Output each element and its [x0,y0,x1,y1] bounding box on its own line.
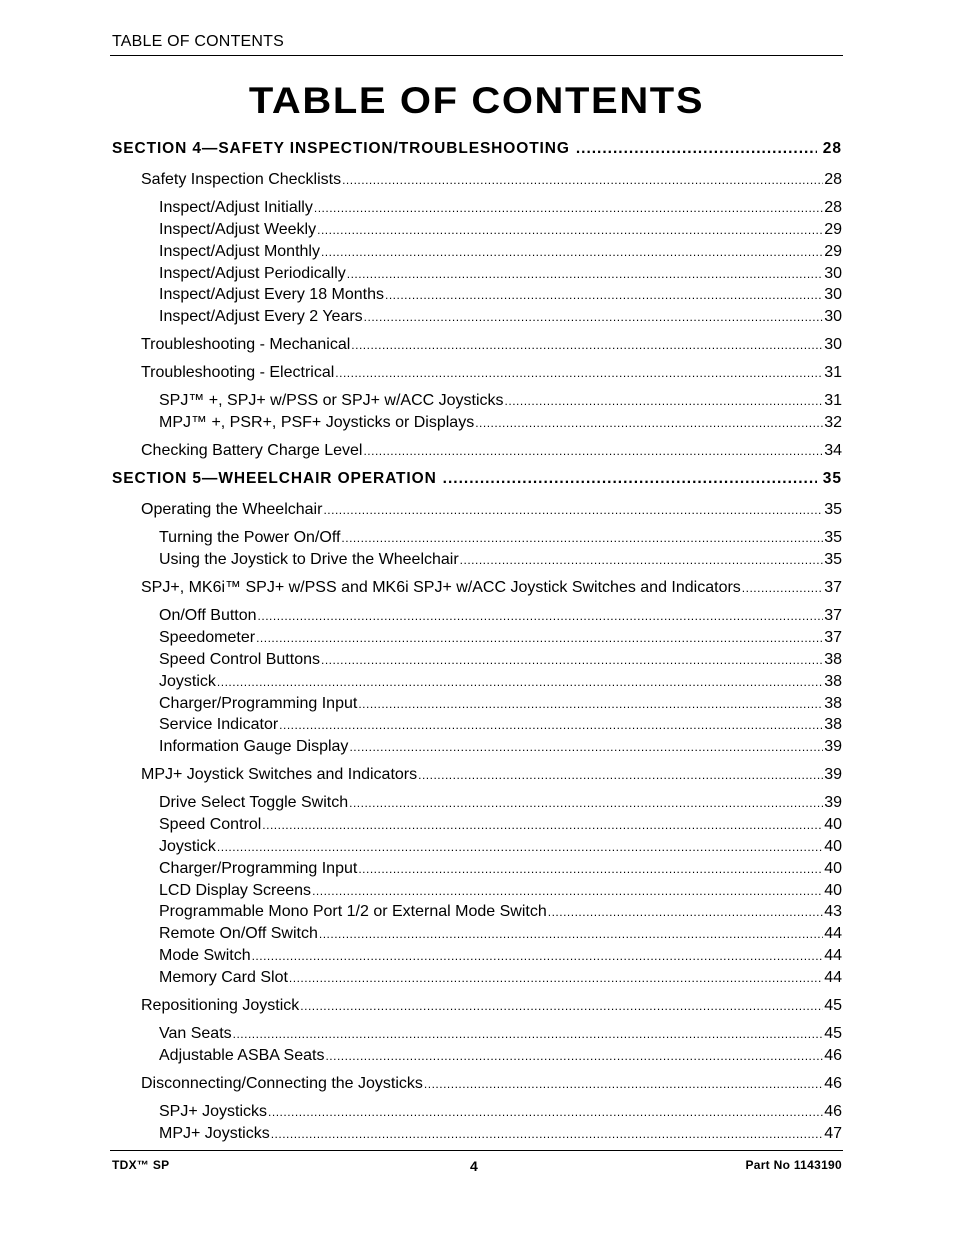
toc-dot-leader [325,1046,823,1066]
toc-entry[interactable] [159,924,842,944]
toc-entry-label: Drive Select Toggle Switch [159,794,349,811]
toc-entry-page: 45 [824,997,842,1014]
toc-entry-page: 40 [824,882,842,899]
toc-dot-leader [271,1124,824,1144]
toc-entry[interactable] [141,441,842,461]
toc-dot-leader [418,765,823,785]
toc-entry[interactable] [159,859,842,879]
toc-entry-page: 32 [824,414,842,431]
toc-entry[interactable] [159,793,842,813]
toc-entry-label: SPJ+ Joysticks [159,1103,268,1120]
toc-entry-page: 35 [822,470,842,487]
footer-product: TDX™ SP [112,1158,170,1172]
toc-section-heading[interactable] [112,139,842,159]
toc-entry-page: 29 [824,221,842,238]
toc-entry-page: 40 [824,860,842,877]
toc-entry-label: Safety Inspection Checklists [141,171,342,188]
toc-entry-label: Inspect/Adjust Every 18 Months [159,286,384,303]
toc-entry-page: 37 [824,607,842,624]
toc-dot-leader [323,500,823,520]
toc-entry[interactable] [159,606,842,626]
toc-entry-label: Inspect/Adjust Periodically [159,265,346,282]
toc-entry-label: Speed Control [159,816,262,833]
toc-entry-label: Checking Battery Charge Level [141,442,363,459]
toc-entry-label: Speedometer [159,629,256,646]
toc-entry[interactable] [141,765,842,785]
toc-entry-page: 37 [824,629,842,646]
toc-entry-page: 31 [824,392,842,409]
toc-entry[interactable] [159,902,842,922]
toc-dot-leader [321,650,823,670]
toc-entry-page: 28 [824,171,842,188]
toc-dot-leader [321,242,823,262]
toc-entry-label: Information Gauge Display [159,738,349,755]
toc-entry-page: 35 [824,551,842,568]
toc-entry-label: Inspect/Adjust Every 2 Years [159,308,363,325]
toc-section-heading[interactable] [112,469,842,489]
toc-entry[interactable] [159,220,842,240]
toc-entry-label: On/Off Button [159,607,257,624]
toc-entry[interactable] [159,1024,842,1044]
toc-dot-leader [342,170,823,190]
toc-entry-label: MPJ™ +, PSR+, PSF+ Joysticks or Displays [159,414,475,431]
toc-entry-label: Joystick [159,673,216,690]
toc-entry[interactable] [159,737,842,757]
toc-entry-label: MPJ+ Joysticks [159,1125,270,1142]
toc-dot-leader [505,391,824,411]
toc-dot-leader [268,1102,823,1122]
toc-entry-page: 35 [824,501,842,518]
toc-dot-leader [317,220,823,240]
toc-entry-label: LCD Display Screens [159,882,312,899]
toc-entry-label: Programmable Mono Port 1/2 or External Mode Switch [159,903,547,920]
toc-entry-page: 35 [824,529,842,546]
toc-entry[interactable] [159,413,842,433]
toc-entry[interactable] [159,628,842,648]
toc-entry[interactable] [159,837,842,857]
toc-entry[interactable] [141,578,842,598]
toc-entry-page: 29 [824,243,842,260]
toc-entry-page: 40 [824,838,842,855]
toc-entry-page: 31 [824,364,842,381]
toc-entry-page: 37 [824,579,842,596]
toc-entry[interactable] [141,1074,842,1094]
toc-dot-leader [262,815,823,835]
toc-entry[interactable] [159,307,842,327]
toc-entry-label: Inspect/Adjust Monthly [159,243,320,260]
toc-entry-label: Van Seats [159,1025,232,1042]
toc-dot-leader [576,139,817,159]
toc-entry-label: SPJ™ +, SPJ+ w/PSS or SPJ+ w/ACC Joysticks [159,392,504,409]
toc-entry-page: 38 [824,716,842,733]
toc-entry-page: 39 [824,794,842,811]
toc-entry[interactable] [159,528,842,548]
toc-entry[interactable] [141,996,842,1016]
toc-entry-label: SPJ+, MK6i™ SPJ+ w/PSS and MK6i SPJ+ w/ACC Joystick Switches and Indicators [141,579,741,596]
toc-entry-label: Turning the Power On/Off [159,529,341,546]
toc-dot-leader [358,694,823,714]
toc-dot-leader [351,335,823,355]
toc-entry-label: Service Indicator [159,716,279,733]
toc-dot-leader [349,737,823,757]
toc-dot-leader [347,264,823,284]
toc-dot-leader [217,837,823,857]
toc-entry[interactable] [159,391,842,411]
toc-entry-label: Troubleshooting - Mechanical [141,336,351,353]
toc-entry-label: Inspect/Adjust Weekly [159,221,317,238]
toc-dot-leader [312,881,823,901]
toc-dot-leader [364,307,824,327]
toc-entry-label: SECTION 4—SAFETY INSPECTION/TROUBLESHOOTING [112,140,570,157]
toc-entry-page: 46 [824,1103,842,1120]
toc-entry-page: 43 [824,903,842,920]
toc-entry-page: 44 [824,969,842,986]
header-rule [110,55,843,56]
toc-entry[interactable] [159,694,842,714]
toc-entry-label: Memory Card Slot [159,969,288,986]
toc-entry[interactable] [159,198,842,218]
toc-dot-leader [279,715,823,735]
toc-dot-leader [443,469,817,489]
toc-dot-leader [256,628,823,648]
toc-entry[interactable] [159,242,842,262]
toc-entry-label: Disconnecting/Connecting the Joysticks [141,1075,423,1092]
toc-entry-page: 39 [824,766,842,783]
toc-entry-label: Operating the Wheelchair [141,501,323,518]
toc-entry-page: 30 [824,336,842,353]
toc-entry-label: Adjustable ASBA Seats [159,1047,325,1064]
toc-entry[interactable] [159,715,842,735]
toc-entry[interactable] [159,881,842,901]
toc-dot-leader [460,550,824,570]
toc-entry-label: Inspect/Adjust Initially [159,199,313,216]
toc-dot-leader [349,793,823,813]
toc-entry-page: 39 [824,738,842,755]
toc-dot-leader [217,672,823,692]
toc-entry-label: Charger/Programming Input [159,695,358,712]
toc-entry-page: 34 [824,442,842,459]
toc-entry-page: 40 [824,816,842,833]
toc-entry-page: 46 [824,1075,842,1092]
toc-dot-leader [475,413,823,433]
toc-dot-leader [300,996,823,1016]
footer-rule [110,1150,843,1151]
toc-entry-page: 45 [824,1025,842,1042]
toc-dot-leader [335,363,823,383]
toc-dot-leader [258,606,824,626]
toc-dot-leader [424,1074,823,1094]
toc-entry-label: SECTION 5—WHEELCHAIR OPERATION [112,470,437,487]
toc-entry-label: Mode Switch [159,947,251,964]
toc-entry[interactable] [159,650,842,670]
toc-dot-leader [363,441,823,461]
toc-entry[interactable] [159,815,842,835]
toc-entry-page: 30 [824,286,842,303]
toc-dot-leader [742,578,823,598]
toc-dot-leader [252,946,824,966]
toc-entry[interactable] [159,285,842,305]
toc-dot-leader [289,968,823,988]
toc-dot-leader [385,285,823,305]
toc-entry-page: 44 [824,925,842,942]
toc-dot-leader [548,902,823,922]
toc-entry[interactable] [159,946,842,966]
toc-entry[interactable] [159,1102,842,1122]
toc-dot-leader [358,859,823,879]
toc-entry-page: 38 [824,695,842,712]
toc-entry-page: 28 [824,199,842,216]
footer-part-number: Part No 1143190 [745,1158,842,1172]
toc-entry-page: 47 [824,1125,842,1142]
toc-entry-page: 28 [822,140,842,157]
toc-entry-page: 46 [824,1047,842,1064]
toc-dot-leader [233,1024,824,1044]
toc-entry-label: Troubleshooting - Electrical [141,364,335,381]
toc-entry-label: Charger/Programming Input [159,860,358,877]
running-head: TABLE OF CONTENTS [112,33,285,50]
toc-entry-page: 30 [824,308,842,325]
toc-entry[interactable] [159,264,842,284]
toc-entry-label: Repositioning Joystick [141,997,300,1014]
toc-entry[interactable] [141,170,842,190]
toc-dot-leader [341,528,823,548]
toc-entry[interactable] [159,1124,842,1144]
toc-entry[interactable] [141,363,842,383]
page-title: TABLE OF CONTENTS [248,80,705,121]
toc-entry-label: MPJ+ Joystick Switches and Indicators [141,766,418,783]
toc-entry-label: Using the Joystick to Drive the Wheelchair [159,551,459,568]
toc-entry[interactable] [159,968,842,988]
toc-entry[interactable] [159,1046,842,1066]
toc-entry-page: 44 [824,947,842,964]
toc-entry-label: Joystick [159,838,216,855]
toc-entry-page: 30 [824,265,842,282]
toc-dot-leader [314,198,823,218]
toc-entry-page: 38 [824,673,842,690]
toc-entry[interactable] [159,550,842,570]
footer-page-number: 4 [470,1158,479,1174]
toc-entry[interactable] [159,672,842,692]
toc-entry-label: Remote On/Off Switch [159,925,318,942]
toc-entry[interactable] [141,335,842,355]
toc-entry-label: Speed Control Buttons [159,651,320,668]
toc-entry[interactable] [141,500,842,520]
toc-dot-leader [319,924,823,944]
toc-entry-page: 38 [824,651,842,668]
